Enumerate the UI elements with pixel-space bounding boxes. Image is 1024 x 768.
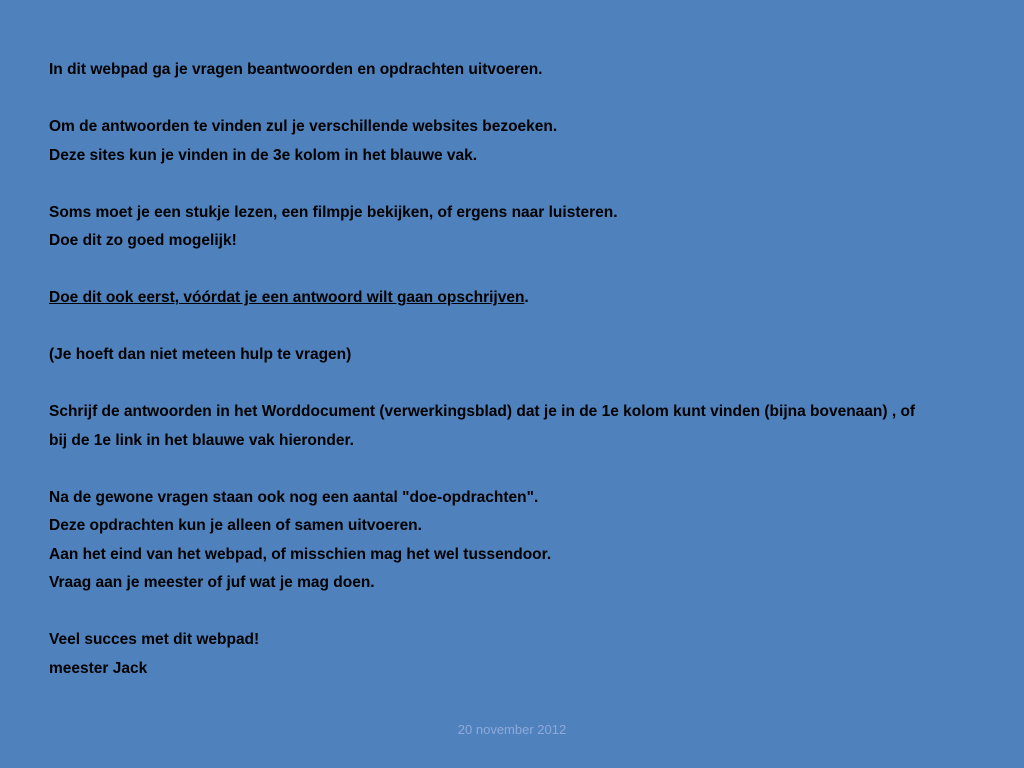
spacer	[49, 170, 1009, 199]
help-text: (Je hoeft dan niet meteen hulp te vragen)	[49, 346, 352, 363]
closing-signature: meester Jack	[49, 659, 148, 677]
read-text-line-1: Soms moet je een stukje lezen, een filmpje bekijken, of ergens naar luisteren.	[49, 203, 618, 221]
write-text-line-2: bij de 1e link in het blauwe vak hieronder.	[49, 431, 354, 449]
slide-content	[49, 56, 1009, 683]
closing-line-1: Veel succes met dit webpad!	[49, 631, 260, 648]
spacer	[49, 85, 1009, 114]
first-instruction	[49, 284, 1009, 313]
tasks-text-line-3: Aan het eind van het webpad, of misschien mag het wel tussendoor.	[49, 545, 552, 563]
write-text-line-1: Schrijf de antwoorden in het Worddocument (verwerkingsblad) dat je in de 1e kolom kunt vinden (bijna bovenaan) , of	[49, 403, 916, 420]
tasks-text-line-2: Deze opdrachten kun je alleen of samen uitvoeren.	[49, 517, 422, 534]
read-text-line-2: Doe dit zo goed mogelijk!	[49, 232, 237, 249]
spacer	[49, 370, 1009, 399]
spacer	[49, 313, 1009, 342]
tasks-text-line-4: Vraag aan je meester of juf wat je mag doen.	[49, 574, 375, 591]
sites-text-line-2: Deze sites kun je vinden in de 3e kolom in het blauwe vak.	[49, 146, 478, 164]
first-instruction-underlined: Doe dit ook eerst, vóórdat je een antwoord wilt gaan opschrijven	[49, 289, 525, 306]
tasks-text-line-1: Na de gewone vragen staan ook nog een aantal "doe-opdrachten".	[49, 488, 539, 506]
spacer	[49, 256, 1009, 285]
footer-date: 20 november 2012	[457, 722, 567, 737]
intro-text: In dit webpad ga je vragen beantwoorden en opdrachten uitvoeren.	[49, 61, 543, 78]
sites-text-line-1: Om de antwoorden te vinden zul je verschillende websites bezoeken.	[49, 118, 558, 135]
first-instruction-suffix: .	[524, 289, 529, 306]
spacer	[49, 598, 1009, 627]
spacer	[49, 455, 1009, 484]
